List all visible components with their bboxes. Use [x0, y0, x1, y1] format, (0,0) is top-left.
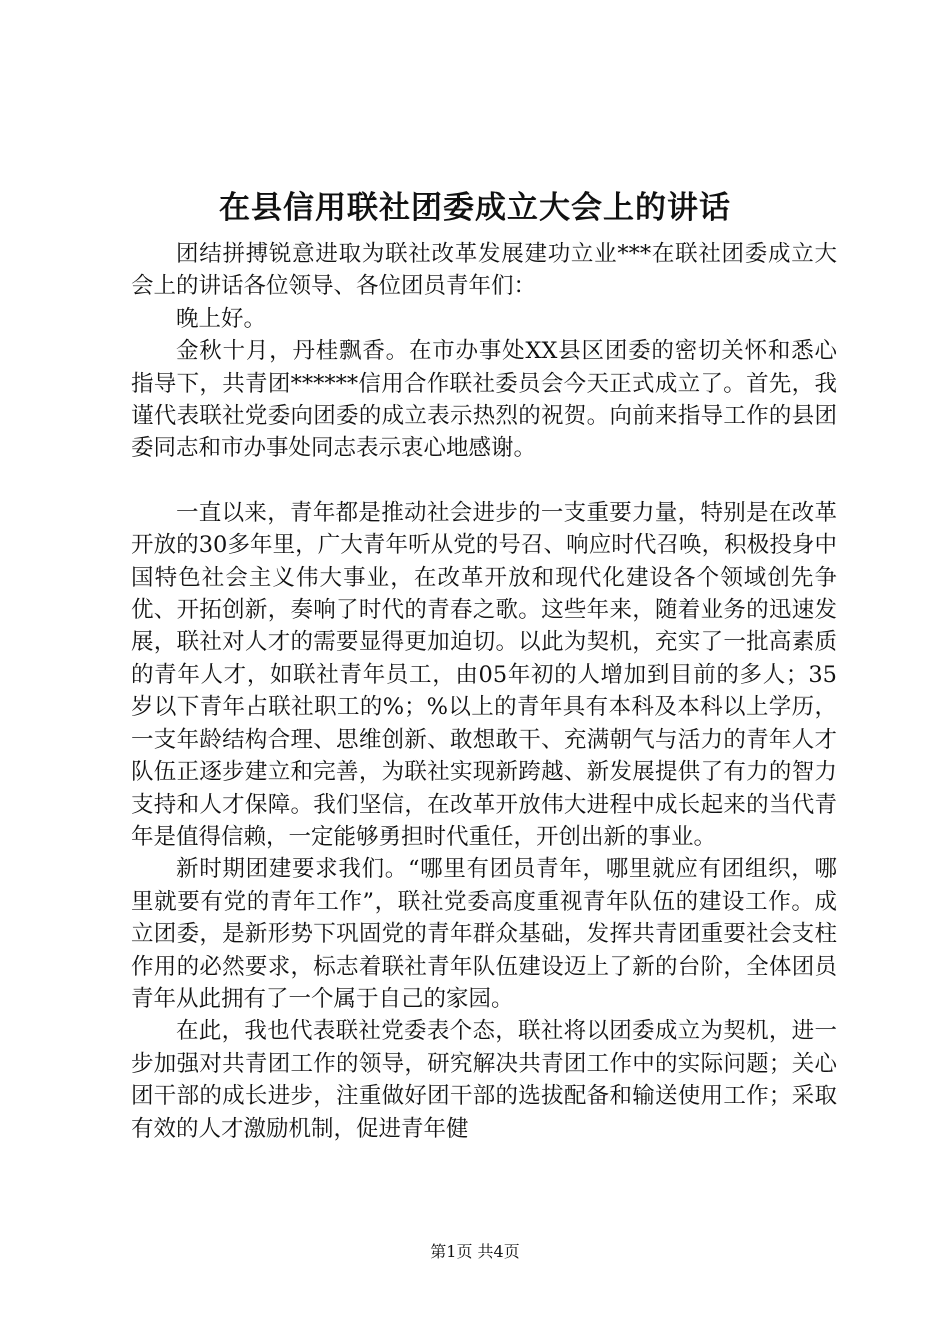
paragraph-greeting: 晚上好。 — [176, 305, 267, 332]
document-title: 在县信用联社团委成立大会上的讲话 — [219, 190, 731, 226]
paragraph-opening: 金秋十月，丹桂飘香。在市办事处XX县区团委的密切关怀和悉心指导下，共青团******信用合作联社委员会今天正式成立了。首先，我谨代表联社党委向团委的成立表示热烈的祝贺。向前来指导工作的县团委同志和市办事处同志表示衷心地感谢。 — [131, 338, 837, 462]
paragraph-new-era: 新时期团建要求我们。“哪里有团员青年，哪里就应有团组织，哪里就要有党的青年工作”，联社党委高度重视青年队伍的建设工作。成立团委，是新形势下巩固党的青年群众基础，发挥共青团重要社会支柱作用的必然要求，标志着联社青年队伍建设迈上了新的台阶，全体团员青年从此拥有了一个属于自己的家园。 — [131, 856, 837, 1012]
paragraph-spacer — [131, 465, 837, 497]
page-footer: 第1页 共4页 — [430, 1242, 520, 1261]
paragraph-commitment: 在此，我也代表联社党委表个态，联社将以团委成立为契机，进一步加强对共青团工作的领导，研究解决共青团工作中的实际问题；关心团干部的成长进步，注重做好团干部的选拔配备和输送使用工作；采取有效的人才激励机制，促进青年健 — [131, 1018, 837, 1142]
paragraph-intro: 团结拼搏锐意进取为联社改革发展建功立业***在联社团委成立大会上的讲话各位领导、各位团员青年们： — [131, 241, 837, 300]
paragraph-youth-force: 一直以来，青年都是推动社会进步的一支重要力量，特别是在改革开放的30多年里，广大青年听从党的号召、响应时代召唤，积极投身中国特色社会主义伟大事业，在改革开放和现代化建设各个领域创先争优、开拓创新，奏响了时代的青春之歌。这些年来，随着业务的迅速发展，联社对人才的需要显得更加迫切。以此为契机，充实了一批高素质的青年人才，如联社青年员工，由05年初的人增加到目前的多人；35岁以下青年占联社职工的%；%以上的青年具有本科及本科以上学历，一支年龄结构合理、思维创新、敢想敢干、充满朝气与活力的青年人才队伍正逐步建立和完善，为联社实现新跨越、新发展提供了有力的智力支持和人才保障。我们坚信，在改革开放伟大进程中成长起来的当代青年是值得信赖，一定能够勇担时代重任，开创出新的事业。 — [131, 499, 837, 850]
document-body — [131, 238, 837, 1145]
